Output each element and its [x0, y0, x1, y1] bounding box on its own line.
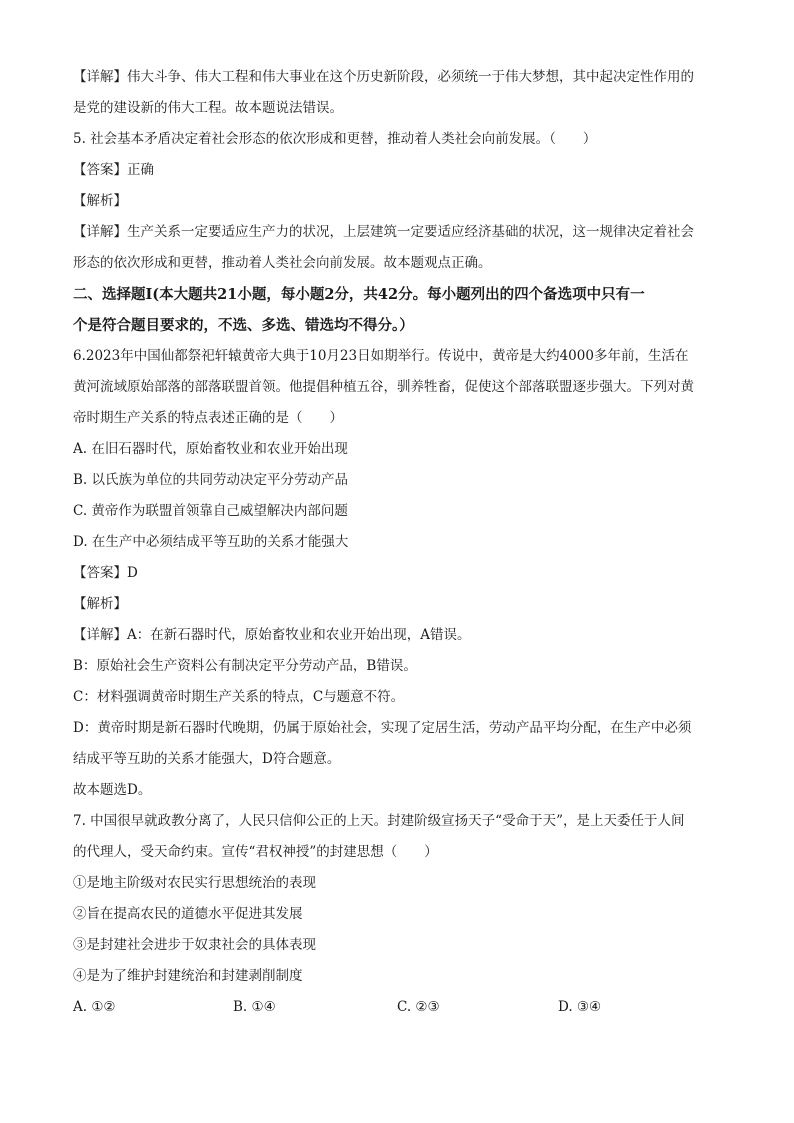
text-line: 黄河流域原始部落的部落联盟首领。他提倡种植五谷，驯养牲畜，促使这个部落联盟逐步强大。下列对黄 [73, 379, 694, 395]
text-line: B：原始社会生产资料公有制决定平分劳动产品，B错误。 [73, 658, 417, 674]
question-7: 7. 中国很早就政教分离了，人民只信仰公正的上天。封建阶级宣扬天子“受命于天”，是上天委任于人间 [73, 813, 685, 829]
answer-label: 【答案】正确 [73, 162, 154, 178]
statement-4: ④是为了维护封建统治和封建剥削制度 [73, 968, 303, 984]
option-d: D. 在生产中必须结成平等互助的关系才能强大 [73, 534, 349, 550]
text-line: 帝时期生产关系的特点表述正确的是（ ） [73, 410, 343, 426]
option-a: A. 在旧石器时代，原始畜牧业和农业开始出现 [73, 441, 348, 457]
answer-option-a: A. ①② [73, 999, 116, 1015]
text-line: C：材料强调黄帝时期生产关系的特点，C与题意不符。 [73, 689, 405, 705]
question-6: 6.2023年中国仙都祭祀轩辕黄帝大典于10月23日如期举行。传说中，黄帝是大约4000多年前，生活在 [73, 348, 689, 364]
answer-label: 【答案】D [73, 565, 138, 581]
answer-option-b: B. ①④ [233, 999, 276, 1015]
statement-1: ①是地主阶级对农民实行思想统治的表现 [73, 875, 316, 891]
text-line: 结成平等互助的关系才能强大，D符合题意。 [73, 751, 341, 767]
text-line: 【详解】A：在新石器时代，原始畜牧业和农业开始出现，A错误。 [73, 627, 471, 643]
answer-options-row [73, 992, 723, 1023]
answer-option-d: D. ③④ [558, 999, 602, 1015]
analysis-label: 【解析】 [73, 596, 127, 612]
section-heading: 二、选择题Ⅰ(本大题共21小题，每小题2分，共42分。每小题列出的四个备选项中只有一 [73, 286, 645, 303]
text-line: 形态的依次形成和更替，推动着人类社会向前发展。故本题观点正确。 [73, 255, 492, 271]
text-line: 故本题选D。 [73, 782, 152, 798]
question-5: 5. 社会基本矛盾决定着社会形态的依次形成和更替，推动着人类社会向前发展。（ ） [73, 131, 597, 147]
text-line: 【详解】伟大斗争、伟大工程和伟大事业在这个历史新阶段，必须统一于伟大梦想，其中起决定性作用的 [73, 69, 694, 85]
option-c: C. 黄帝作为联盟首领靠自己威望解决内部问题 [73, 503, 348, 519]
text-line: D：黄帝时期是新石器时代晚期，仍属于原始社会，实现了定居生活，劳动产品平均分配，在生产中必须 [73, 720, 692, 736]
text-line: 是党的建设新的伟大工程。故本题说法错误。 [73, 100, 343, 116]
text-line: 【详解】生产关系一定要适应生产力的状况，上层建筑一定要适应经济基础的状况，这一规律决定着社会 [73, 224, 694, 240]
answer-option-c: C. ②③ [397, 999, 440, 1015]
analysis-label: 【解析】 [73, 193, 127, 209]
statement-2: ②旨在提高农民的道德水平促进其发展 [73, 906, 303, 922]
statement-3: ③是封建社会进步于奴隶社会的具体表现 [73, 937, 316, 953]
section-heading: 个是符合题目要求的，不选、多选、错选均不得分。） [73, 317, 414, 334]
document-page [73, 62, 723, 1023]
text-line: 的代理人，受天命约束。宣传“君权神授”的封建思想（ ） [73, 844, 438, 860]
option-b: B. 以氏族为单位的共同劳动决定平分劳动产品 [73, 472, 349, 488]
